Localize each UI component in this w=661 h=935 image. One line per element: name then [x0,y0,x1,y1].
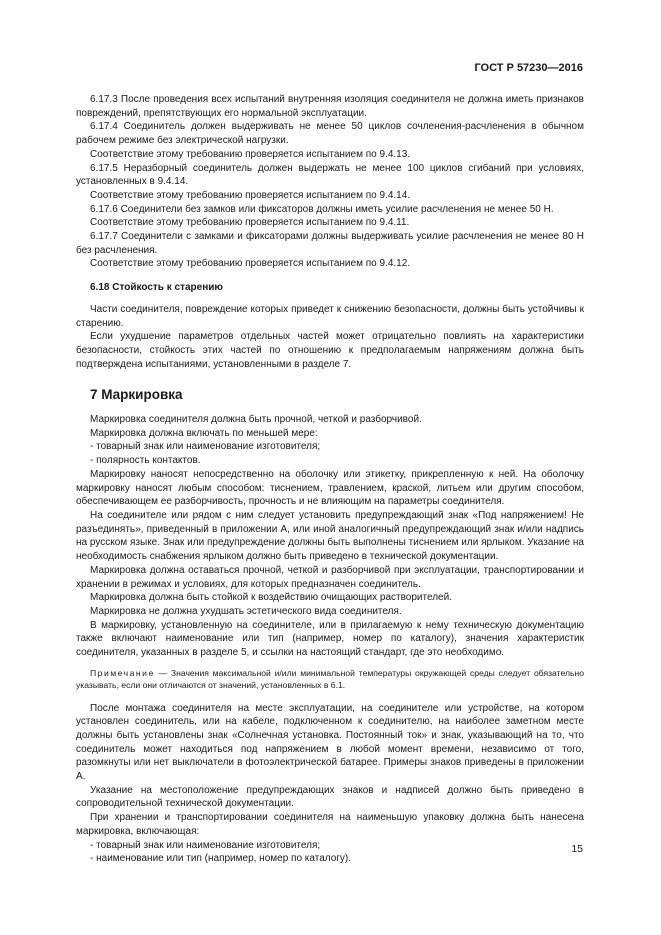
paragraph-6-17-5: 6.17.5 Неразборный соединитель должен выдержать не менее 100 циклов сгибаний при условиях, установленных в 9.4.14. [76,162,584,188]
paragraph: Указание на местоположение предупреждающих знаков и надписей должно быть приведено в сопроводительной технической документации. [76,784,584,810]
paragraph-6-17-4: 6.17.4 Соединитель должен выдерживать не менее 50 циклов сочленения-расчленения в обычном рабочем режиме без электрической нагрузки. [76,121,584,147]
page-number: 15 [571,843,583,855]
note-text: — Значения максимальной и/или минимальной температуры окружающей среды следует обязательно указывать, если они отличаются от значений, установленных в 6.1. [76,667,584,691]
page-body [76,93,584,866]
note [76,667,584,692]
paragraph: Маркировка должна быть стойкой к воздействию очищающих растворителей. [90,592,452,604]
paragraph-compliance: Соответствие этому требованию проверяется испытанием по 9.4.12. [90,258,411,270]
document-id: ГОСТ Р 57230—2016 [474,62,583,74]
list-item: - товарный знак или наименование изготовителя; [90,839,321,851]
paragraph-compliance: Соответствие этому требованию проверяется испытанием по 9.4.11. [90,217,410,229]
list-item: - наименование или тип (например, номер по каталогу). [90,853,352,865]
paragraph: Маркировка должна включать по меньшей мере: [90,427,318,439]
list-item: - товарный знак или наименование изготовителя; [90,441,321,453]
paragraph: Маркировка должна оставаться прочной, четкой и разборчивой при эксплуатации, транспортировании и хранении в режимах и условиях, для которых предназначен соединитель. [76,564,584,590]
paragraph: На соединителе или рядом с ним следует установить предупреждающий знак «Под напряжением! Не разъединять», приведенный в приложении А, или иной аналогичный предупреждающий знак и/или надпись на русском языке. Знак или предупреждение должны быть выполнены тиснением или ярлыком. Указание на необходимость снабжения ярлыком должно быть приведено в технической документации. [76,509,584,563]
paragraph-compliance: Соответствие этому требованию проверяется испытанием по 9.4.13. [90,148,411,160]
paragraph: В маркировку, установленную на соединителе, или в прилагаемую к нему техническую документацию также включают наименование или тип (например, номер по каталогу), значения характеристик соединителя, указанных в разделе 5, и ссылки на настоящий стандарт, где это необходимо. [76,619,584,659]
paragraph-compliance: Соответствие этому требованию проверяется испытанием по 9.4.14. [90,189,411,201]
paragraph: Части соединителя, повреждение которых приведет к снижению безопасности, должны быть устойчивы к старению. [76,303,584,329]
note-label: Примечание [90,667,155,678]
paragraph-6-17-6: 6.17.6 Соединители без замков или фиксаторов должны иметь усилие расчленения не менее 50 Н. [90,203,554,215]
paragraph: Маркировка не должна ухудшать эстетического вида соединителя. [90,605,402,617]
paragraph-6-17-3: 6.17.3 После проведения всех испытаний внутренняя изоляция соединителя не должна иметь признаков повреждений, препятствующих его нормальной эксплуатации. [76,94,584,119]
paragraph-6-17-7: 6.17.7 Соединители с замками и фиксаторами должны выдерживать усилие расчленения не менее 80 Н без расчленения. [76,231,584,256]
paragraph: Если ухудшение параметров отдельных частей может отрицательно повлиять на характеристики безопасности, стойкость этих частей по отношению к предполагаемым напряжениям должна быть подтверждена испытаниями, установленными в разделе 7. [76,331,584,370]
section-heading-7: 7 Маркировка [90,387,183,403]
paragraph: При хранении и транспортировании соединителя на наименьшую упаковку должна быть нанесена маркировка, включающая: [76,812,584,837]
list-item: - полярность контактов. [90,455,201,467]
paragraph: После монтажа соединителя на месте эксплуатации, на соединителе или устройстве, на котором установлен соединитель, или на кабеле, подключенном к соединителю, на наиболее заметном месте должны быть установлены знак «Солнечная установка. Постоянный ток» и знак, указывающий на то, что соединитель может находиться под напряжением в любой момент времени, независимо от того, разомкнуты или нет выключатели в фотоэлектрической батарее. Примеры знаков приведены в приложении А. [76,702,584,783]
paragraph: Маркировку наносят непосредственно на оболочку или этикетку, прикрепленную к ней. На оболочку маркировку наносят любым способом: тиснением, травлением, краской, литьем или другим способом, обеспечивающем ее разборчивость, прочность и не влияющим на параметры соединителя. [76,468,584,508]
paragraph: Маркировка соединителя должна быть прочной, четкой и разборчивой. [90,414,422,426]
section-heading-6-18: 6.18 Стойкость к старению [90,282,223,294]
